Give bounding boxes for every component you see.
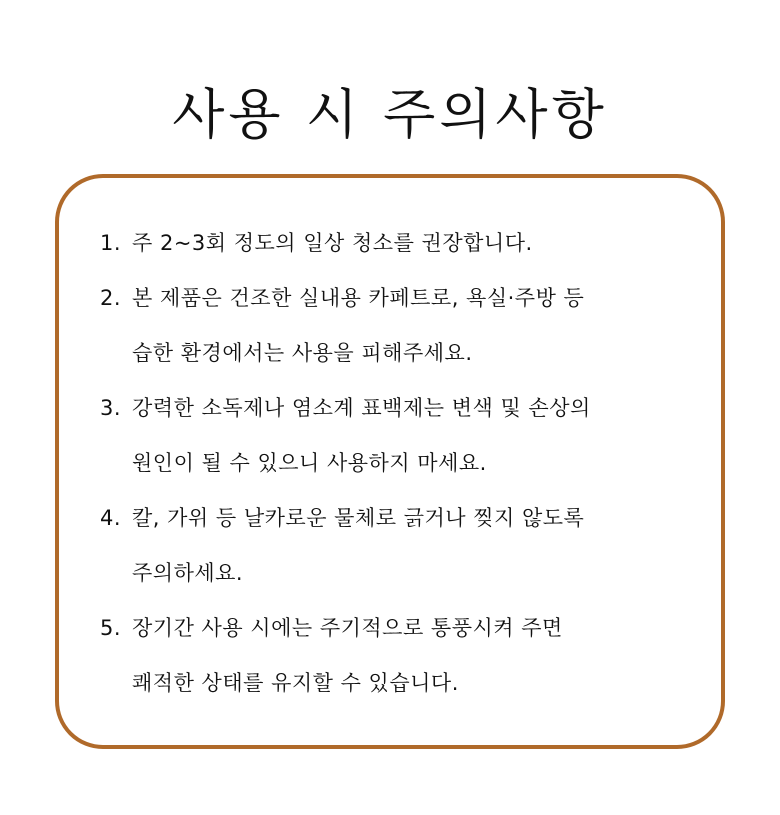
notice-number: 5. [100, 616, 122, 640]
notice-text: 주 2~3회 정도의 일상 청소를 권장합니다. [132, 231, 533, 255]
notice-number: 1. [100, 231, 122, 255]
notice-text-continued: 주의하세요. [132, 561, 244, 585]
notice-text: 본 제품은 건조한 실내용 카페트로, 욕실·주방 등 [132, 286, 585, 310]
page-title: 사용 시 주의사항 [172, 83, 608, 147]
notice-number: 4. [100, 506, 122, 530]
notice-number: 3. [100, 396, 122, 420]
notice-item-3 [100, 391, 591, 501]
notice-number: 2. [100, 286, 122, 310]
notice-list [100, 226, 591, 721]
notice-text: 칼, 가위 등 날카로운 물체로 긁거나 찢지 않도록 [132, 506, 585, 530]
notice-item-1 [100, 226, 591, 281]
notice-text: 장기간 사용 시에는 주기적으로 통풍시켜 주면 [132, 616, 563, 640]
notice-item-2 [100, 281, 591, 391]
notice-item-4 [100, 501, 591, 611]
notice-text-continued: 습한 환경에서는 사용을 피해주세요. [132, 341, 473, 365]
notice-item-5 [100, 611, 591, 721]
notice-text-continued: 쾌적한 상태를 유지할 수 있습니다. [132, 671, 459, 695]
notice-text-continued: 원인이 될 수 있으니 사용하지 마세요. [132, 451, 487, 475]
notice-text: 강력한 소독제나 염소계 표백제는 변색 및 손상의 [132, 396, 591, 420]
